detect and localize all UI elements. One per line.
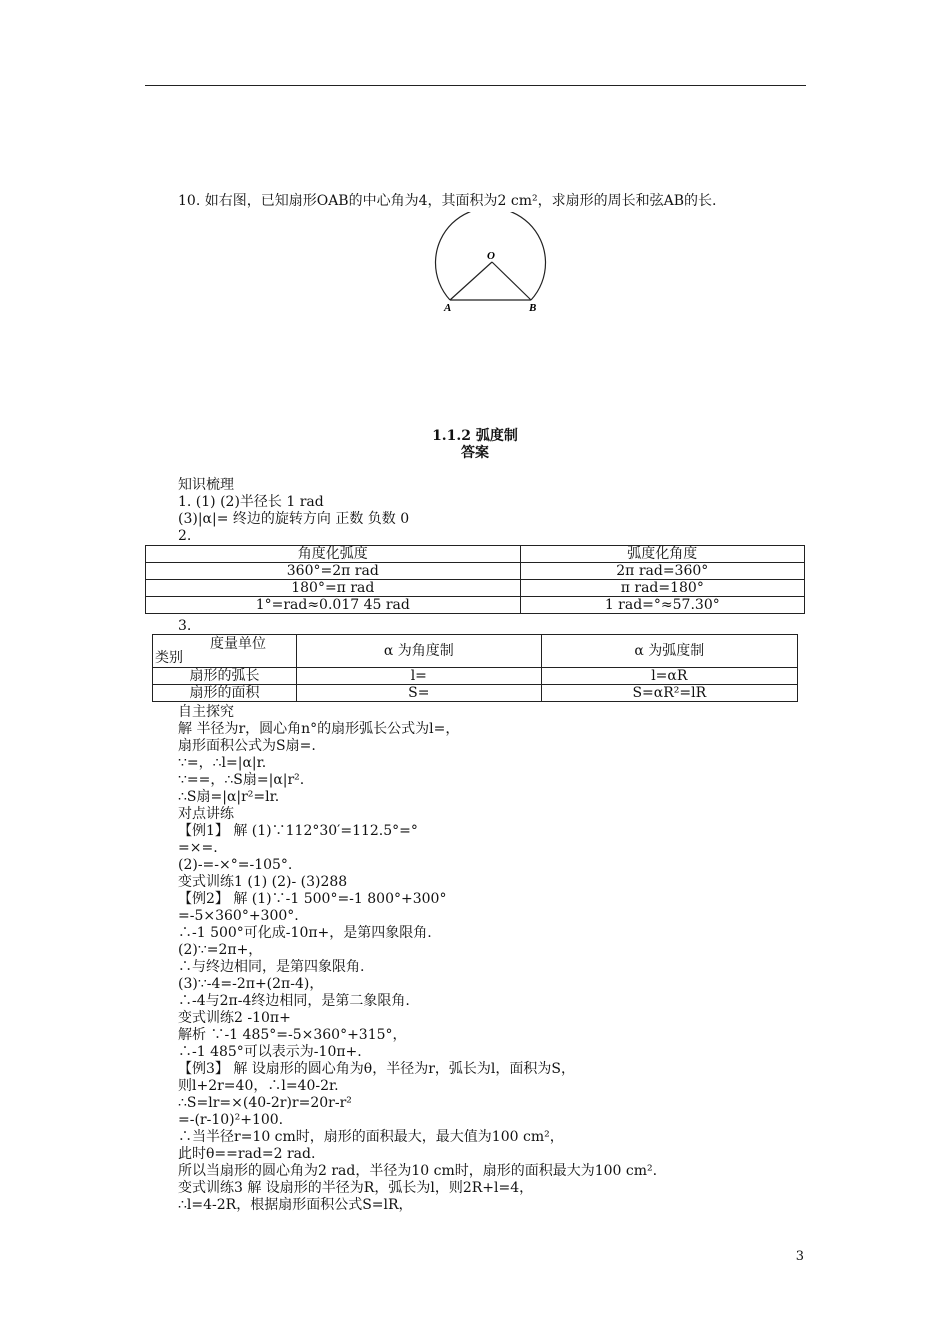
t3-cell: 扇形的弧长 — [153, 668, 297, 685]
answer-line: ∴-1 500°可化成-10π+，是第四象限角. — [178, 925, 432, 941]
answer-line: 2. — [178, 528, 192, 544]
answer-line: ∴-1 485°可以表示为-10π+. — [178, 1044, 362, 1060]
question-10: 10. 如右图，已知扇形OAB的中心角为4，其面积为2 cm²，求扇形的周长和弦AB的长. — [178, 193, 717, 209]
answer-line: 解析 ∵-1 485°=-5×360°+315°， — [178, 1027, 407, 1043]
page-number: 3 — [795, 1249, 804, 1264]
answer-line: (3)|α|= 终边的旋转方向 正数 负数 0 — [178, 511, 410, 527]
answer-line: (2)-=-×°=-105°. — [178, 857, 293, 873]
label-o: O — [487, 250, 495, 262]
answer-line: 【例3】 解 设扇形的圆心角为θ，半径为r，弧长为l，面积为S， — [178, 1061, 575, 1077]
answer-line: ∴S扇=|α|r²=lr. — [178, 789, 280, 805]
answer-line: 变式训练2 -10π+ — [178, 1010, 291, 1026]
t2-cell: 1°=rad≈0.017 45 rad — [146, 597, 521, 614]
label-b: B — [529, 302, 537, 314]
radius-oa — [450, 262, 492, 300]
answer-line: ∴-4与2π-4终边相同，是第二象限角. — [178, 993, 410, 1009]
answer-line: 则l+2r=40，∴l=40-2r. — [178, 1078, 339, 1094]
t3-cell: l=αR — [541, 668, 797, 685]
answer-line: 所以当扇形的圆心角为2 rad，半径为10 cm时，扇形的面积最大为100 cm². — [178, 1163, 658, 1179]
t2-cell: 2π rad=360° — [520, 563, 804, 580]
sector-formula-table — [152, 634, 798, 702]
answer-heading: 答案 — [461, 445, 489, 461]
answer-line: =-(r-10)²+100. — [178, 1112, 284, 1128]
t3-cell: S=αR²=lR — [541, 685, 797, 702]
t3-cell: l= — [297, 668, 542, 685]
answer-line: 此时θ==rad=2 rad. — [178, 1146, 316, 1162]
answer-line: 变式训练1 (1) (2)- (3)288 — [178, 874, 348, 890]
t3-col1: α 为角度制 — [297, 635, 542, 668]
answer-line: 变式训练3 解 设扇形的半径为R，弧长为l，则2R+l=4， — [178, 1180, 534, 1196]
t3-cell: 扇形的面积 — [153, 685, 297, 702]
t3-diag-header — [153, 635, 297, 668]
answer-line: 解 半径为r，圆心角n°的扇形弧长公式为l=， — [178, 721, 460, 737]
radius-ob — [492, 262, 531, 300]
label-a: A — [444, 302, 452, 314]
t2-cell: 180°=π rad — [146, 580, 521, 597]
answer-line: (3)∵-4=-2π+(2π-4)， — [178, 976, 324, 992]
answer-line: (2)∵=2π+， — [178, 942, 263, 958]
answer-line: 1. (1) (2)半径长 1 rad — [178, 494, 324, 510]
sector-figure — [430, 212, 555, 317]
answer-line: ∴与终边相同，是第四象限角. — [178, 959, 365, 975]
t2-header-1: 角度化弧度 — [146, 546, 521, 563]
t2-cell: 1 rad=°≈57.30° — [520, 597, 804, 614]
answer-line: ∴l=4-2R，根据扇形面积公式S=lR， — [178, 1197, 413, 1213]
section-heading: 1.1.2 弧度制 — [432, 428, 518, 444]
t3-header-bottom: 类别 — [155, 650, 183, 666]
angle-conversion-table — [145, 545, 805, 614]
answer-line: 【例2】 解 (1)∵-1 500°=-1 800°+300° — [178, 891, 447, 907]
answer-line: 知识梳理 — [178, 477, 234, 493]
t3-col2: α 为弧度制 — [541, 635, 797, 668]
answer-line: =-5×360°+300°. — [178, 908, 299, 924]
section-title — [0, 428, 950, 462]
t3-cell: S= — [297, 685, 542, 702]
answer-line: 扇形面积公式为S扇=. — [178, 738, 316, 754]
label-3: 3. — [178, 618, 192, 634]
answer-line: 【例1】 解 (1)∵112°30′=112.5°=° — [178, 823, 418, 839]
t2-cell: π rad=180° — [520, 580, 804, 597]
t3-header-top: 度量单位 — [210, 636, 266, 652]
answer-line: 对点讲练 — [178, 806, 234, 822]
answer-line: ∵==，∴S扇=|α|r². — [178, 772, 305, 788]
t2-cell: 360°=2π rad — [146, 563, 521, 580]
answer-line: ∴当半径r=10 cm时，扇形的面积最大，最大值为100 cm²， — [178, 1129, 564, 1145]
t2-header-2: 弧度化角度 — [520, 546, 804, 563]
answer-line: =×=. — [178, 840, 218, 856]
answer-line: ∵=，∴l=|α|r. — [178, 755, 267, 771]
header-rule — [145, 85, 806, 86]
answer-line: 自主探究 — [178, 704, 234, 720]
answer-line: ∴S=lr=×(40-2r)r=20r-r² — [178, 1095, 352, 1111]
